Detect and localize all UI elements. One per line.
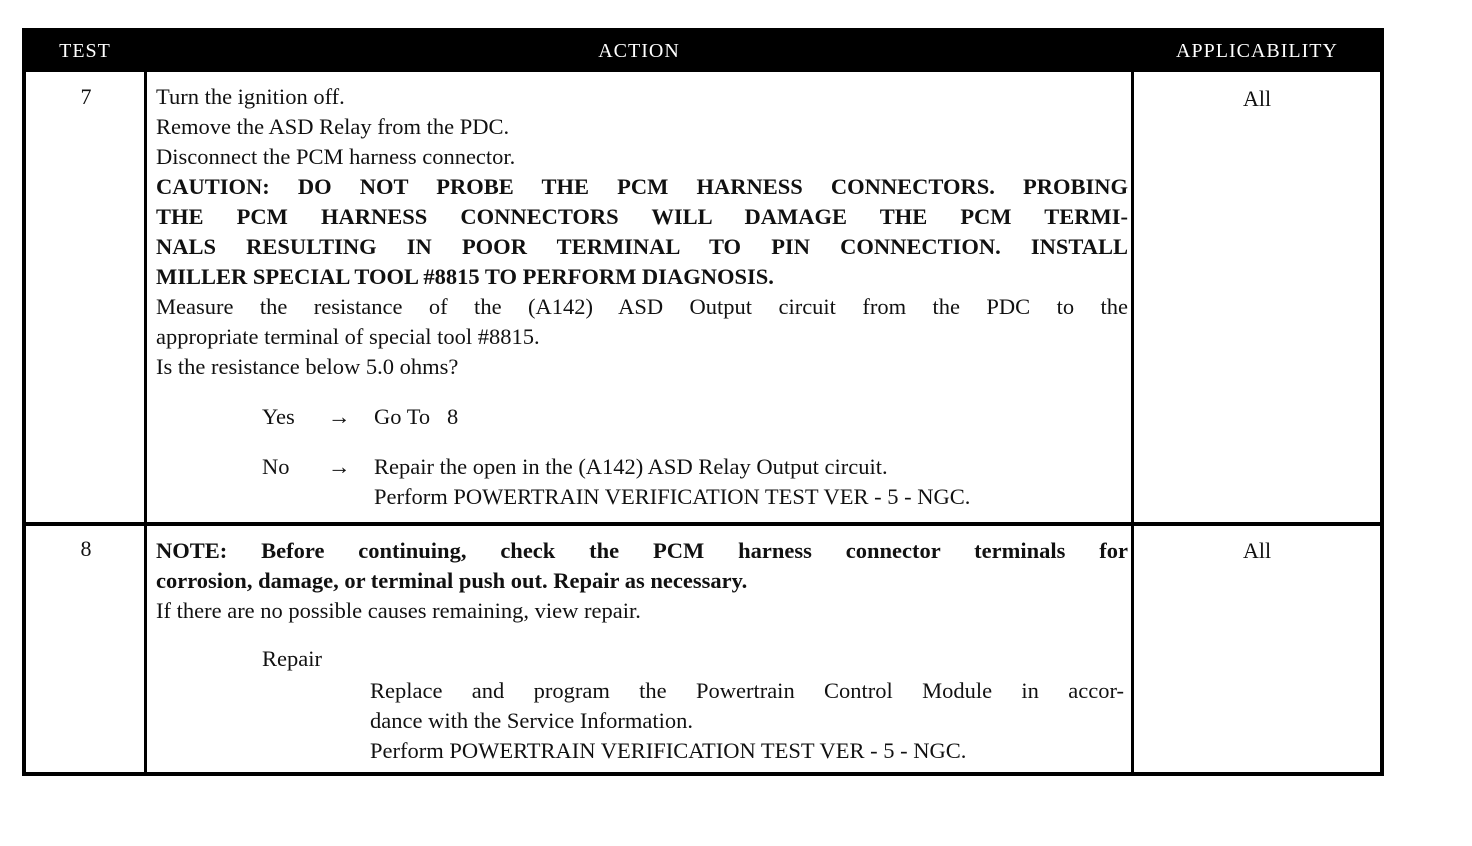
applicability-8: All — [1242, 538, 1272, 563]
question-line: Is the resistance below 5.0 ohms? — [156, 354, 459, 379]
column-divider — [1131, 72, 1134, 772]
repair-block — [370, 676, 1124, 766]
diagnostic-table — [22, 28, 1384, 776]
caution-line: NALS RESULTING IN POOR TERMINAL TO PIN CONNECTION. INSTALL — [156, 234, 1128, 259]
measure-line: Measure the resistance of the (A142) ASD Output circuit from the PDC to the — [156, 294, 1128, 319]
yes-label: Yes — [262, 404, 295, 429]
action-line: Turn the ignition off. — [156, 84, 345, 109]
no-label: No — [262, 454, 290, 479]
action-cell-7 — [156, 82, 1128, 382]
table-header — [26, 32, 1380, 72]
header-action: ACTION — [598, 40, 680, 62]
caution-line: THE PCM HARNESS CONNECTORS WILL DAMAGE THE PCM TERMI- — [156, 204, 1128, 229]
no-action: Perform POWERTRAIN VERIFICATION TEST VER - 5 - NGC. — [374, 484, 971, 509]
action-line: If there are no possible causes remaining, view repair. — [156, 598, 641, 623]
note-line: NOTE: Before continuing, check the PCM harness connector terminals for — [156, 538, 1128, 563]
note-line: corrosion, damage, or terminal push out. Repair as necessary. — [156, 568, 748, 593]
column-divider — [144, 72, 147, 772]
caution-line: MILLER SPECIAL TOOL #8815 TO PERFORM DIAGNOSIS. — [156, 264, 774, 289]
test-number-7: 7 — [80, 84, 92, 109]
arrow-icon: → — [328, 454, 351, 479]
test-number-8: 8 — [80, 536, 92, 561]
action-cell-8 — [156, 536, 1128, 626]
measure-line: appropriate terminal of special tool #8815. — [156, 324, 540, 349]
action-line: Remove the ASD Relay from the PDC. — [156, 114, 510, 139]
arrow-icon: → — [328, 404, 351, 429]
applicability-7: All — [1242, 86, 1272, 111]
yes-action: Go To 8 — [374, 404, 459, 429]
action-line: Disconnect the PCM harness connector. — [156, 144, 516, 169]
repair-line: Perform POWERTRAIN VERIFICATION TEST VER - 5 - NGC. — [370, 738, 967, 763]
no-action: Repair the open in the (A142) ASD Relay Output circuit. — [374, 454, 888, 479]
repair-line: Replace and program the Powertrain Control Module in accor- — [370, 678, 1124, 703]
repair-label: Repair — [262, 646, 322, 671]
row-divider — [26, 522, 1380, 526]
header-applicability: APPLICABILITY — [1176, 40, 1338, 62]
repair-line: dance with the Service Information. — [370, 708, 694, 733]
caution-line: CAUTION: DO NOT PROBE THE PCM HARNESS CONNECTORS. PROBING — [156, 174, 1128, 199]
header-test: TEST — [59, 40, 111, 62]
